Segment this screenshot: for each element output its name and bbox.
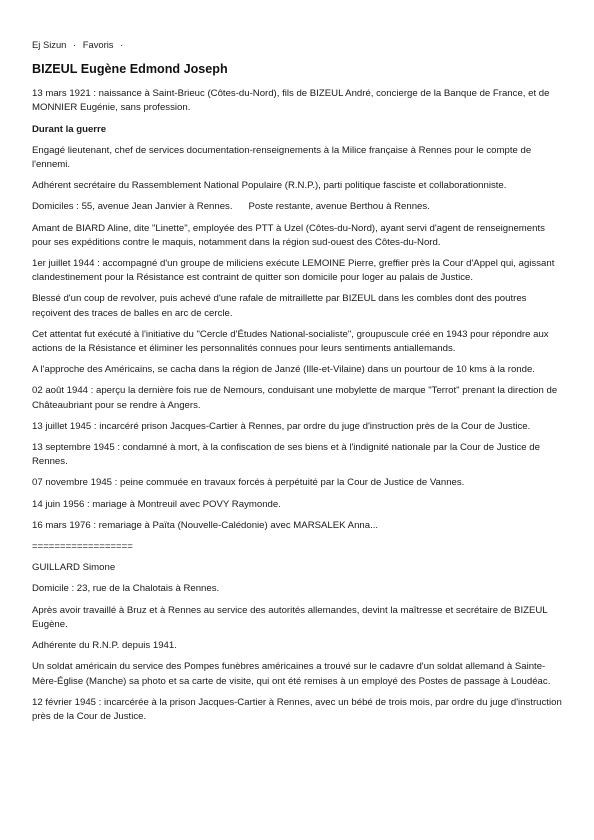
paragraph: Cet attentat fut exécuté à l'initiative du "Cercle d'Études National-socialiste", groupuscule créé en 1943 pour répondre aux actions de la Résistance et éliminer les personnalités connues pour leurs sentiments antiallemands.	[32, 328, 549, 355]
paragraph: Domicile : 23, rue de la Chalotais à Rennes.	[32, 583, 220, 595]
paragraph: 02 août 1944 : aperçu la dernière fois rue de Nemours, conduisant une mobylette de marque "Terrot" prenant la direction de Châteaubriant pour se rendre à Angers.	[32, 385, 558, 411]
section-heading: Durant la guerre	[32, 123, 107, 135]
paragraph: 14 juin 1956 : mariage à Montreuil avec POVY Raymonde.	[32, 498, 281, 510]
paragraph: Un soldat américain du service des Pompes funèbres américaines a trouvé sur le cadavre d'un soldat allemand à Sainte-Mère-Église (Manche) sa photo et sa carte de visite, qui ont été remises à un employé des Postes de passage à Loudéac.	[32, 661, 551, 687]
author-link[interactable]: Ej Sizun	[32, 39, 67, 50]
paragraph: 1er juillet 1944 : accompagné d'un groupe de miliciens exécute LEMOINE Pierre, greffier près la Cour d'Appel qui, agissant clandestinement pour la Résistance est contraint de quitter son domicile pour loger au palais de Justice.	[32, 258, 555, 284]
domicile-1: Domiciles : 55, avenue Jean Janvier à Rennes.	[32, 201, 233, 213]
breadcrumb-separator: ·	[120, 39, 124, 50]
favorites-link[interactable]: Favoris	[82, 39, 114, 50]
paragraph: Après avoir travaillé à Bruz et à Rennes au service des autorités allemandes, devint la maîtresse et secrétaire de BIZEUL Eugène.	[32, 604, 548, 630]
paragraph: Adhérent secrétaire du Rassemblement National Populaire (R.N.P.), parti politique fasciste et collaborationniste.	[32, 180, 507, 192]
paragraph: A l'approche des Américains, se cacha dans la région de Janzé (Ille-et-Vilaine) dans un pourtour de 10 kms à la ronde.	[32, 364, 535, 376]
paragraph: Amant de BIARD Aline, dite "Linette", employée des PTT à Uzel (Côtes-du-Nord), ayant servi d'agent de renseignements pour ses expéditions contre le maquis, notamment dans la région sud-ouest des Côtes-du-Nord.	[32, 222, 545, 248]
divider: ==================	[32, 541, 133, 553]
breadcrumb	[32, 38, 564, 52]
page-title: BIZEUL Eugène Edmond Joseph	[32, 62, 228, 77]
paragraph: Engagé lieutenant, chef de services documentation-renseignements à la Milice française à Rennes pour le compte de l'ennemi.	[32, 144, 532, 171]
paragraph: 12 février 1945 : incarcérée à la prison Jacques-Cartier à Rennes, avec un bébé de trois mois, par ordre du juge d'instruction près de la Cour de Justice.	[32, 696, 562, 722]
paragraph: 13 juillet 1945 : incarcéré prison Jacques-Cartier à Rennes, par ordre du juge d'instruction près de la Cour de Justice.	[32, 420, 531, 432]
birth-paragraph: 13 mars 1921 : naissance à Saint-Brieuc (Côtes-du-Nord), fils de BIZEUL André, concierge de la Banque de France, et de MONNIER Eugénie, sans profession.	[32, 88, 550, 114]
paragraph: GUILLARD Simone	[32, 562, 116, 574]
paragraph: Adhérente du R.N.P. depuis 1941.	[32, 640, 177, 652]
domicile-2: Poste restante, avenue Berthou à Rennes.	[248, 201, 430, 213]
paragraph: 13 septembre 1945 : condamné à mort, à la confiscation de ses biens et à l'indignité nationale par la Cour de Justice de Rennes.	[32, 442, 540, 468]
paragraph: 07 novembre 1945 : peine commuée en travaux forcés à perpétuité par la Cour de Justice de Vannes.	[32, 477, 465, 489]
domiciles-paragraph	[32, 200, 564, 214]
paragraph: Blessé d'un coup de revolver, puis achevé d'une rafale de mitraillette par BIZEUL dans les combles dont des poutres reçoivent des traces de balles en arc de cercle.	[32, 293, 527, 319]
paragraph: 16 mars 1976 : remariage à Païta (Nouvelle-Calédonie) avec MARSALEK Anna...	[32, 519, 379, 531]
breadcrumb-separator: ·	[73, 39, 77, 50]
